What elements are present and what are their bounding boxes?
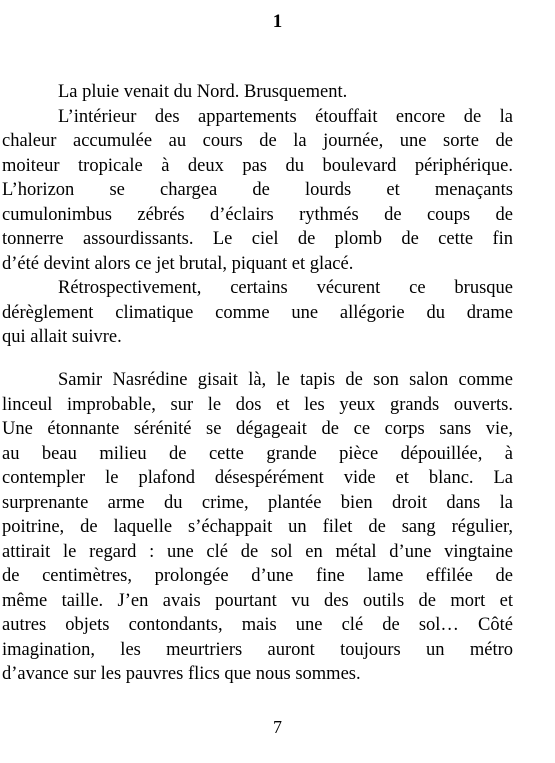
paragraph-line: contempler le plafond désespérément vide et blanc. La <box>2 468 513 488</box>
paragraph-line: de centimètres, prolongée d’une fine lame effilée de <box>2 566 513 586</box>
chapter-number: 1 <box>272 11 283 32</box>
page-number: 7 <box>273 717 282 737</box>
paragraph-line: cumulonimbus zébrés d’éclairs rythmés de coups de <box>2 204 513 225</box>
paragraph-line: surprenante arme du crime, plantée bien droit dans la <box>2 492 513 513</box>
paragraph-line: qui allait suivre. <box>2 327 122 347</box>
paragraph-line: d’avance sur les pauvres flics que nous sommes. <box>2 664 361 684</box>
paragraph-line: moiteur tropicale à deux pas du boulevard périphérique. <box>2 155 513 176</box>
paragraph-line: Samir Nasrédine gisait là, le tapis de son salon comme <box>58 370 513 390</box>
paragraph-line: d’été devint alors ce jet brutal, piquant et glacé. <box>2 253 354 274</box>
paragraph-line: poitrine, de laquelle s’échappait un filet de sang régulier, <box>2 517 513 537</box>
paragraph-line: Une étonnante sérénité se dégageait de ce corps sans vie, <box>2 419 513 439</box>
paragraph-line: chaleur accumulée au cours de la journée, une sorte de <box>2 131 513 151</box>
paragraph-line: L’horizon se chargea de lourds et menaçants <box>2 180 513 200</box>
paragraph-line: autres objets contondants, mais une clé de sol… Côté <box>2 615 513 635</box>
paragraph-line: dérèglement climatique comme une allégorie du drame <box>2 302 513 323</box>
paragraph-line: Rétrospectivement, certains vécurent ce brusque <box>58 278 513 298</box>
crime-scene-section <box>2 368 513 687</box>
paragraph-opening <box>58 80 513 105</box>
paragraph-line: L’intérieur des appartements étouffait encore de la <box>58 106 513 127</box>
paragraph-line: imagination, les meurtriers auront toujours un métro <box>2 639 513 660</box>
paragraph-line: linceul improbable, sur le dos et les yeux grands ouverts. <box>2 394 513 415</box>
paragraph-line: même taille. J’en avais pourtant vu des outils de mort et <box>2 590 513 611</box>
opening-section <box>2 80 513 350</box>
paragraph-line: La pluie venait du Nord. Brusquement. <box>58 82 348 102</box>
paragraph-line: attirait le regard : une clé de sol en métal d’une vingtaine <box>2 541 513 562</box>
paragraph-crime-scene <box>2 368 513 687</box>
paragraph-retrospective <box>2 276 513 350</box>
paragraph-line: tonnerre assourdissants. Le ciel de plomb de cette fin <box>2 229 513 249</box>
paragraph-line: au beau milieu de cette grande pièce dépouillée, à <box>2 443 513 464</box>
paragraph-apartment-heat <box>2 105 513 277</box>
